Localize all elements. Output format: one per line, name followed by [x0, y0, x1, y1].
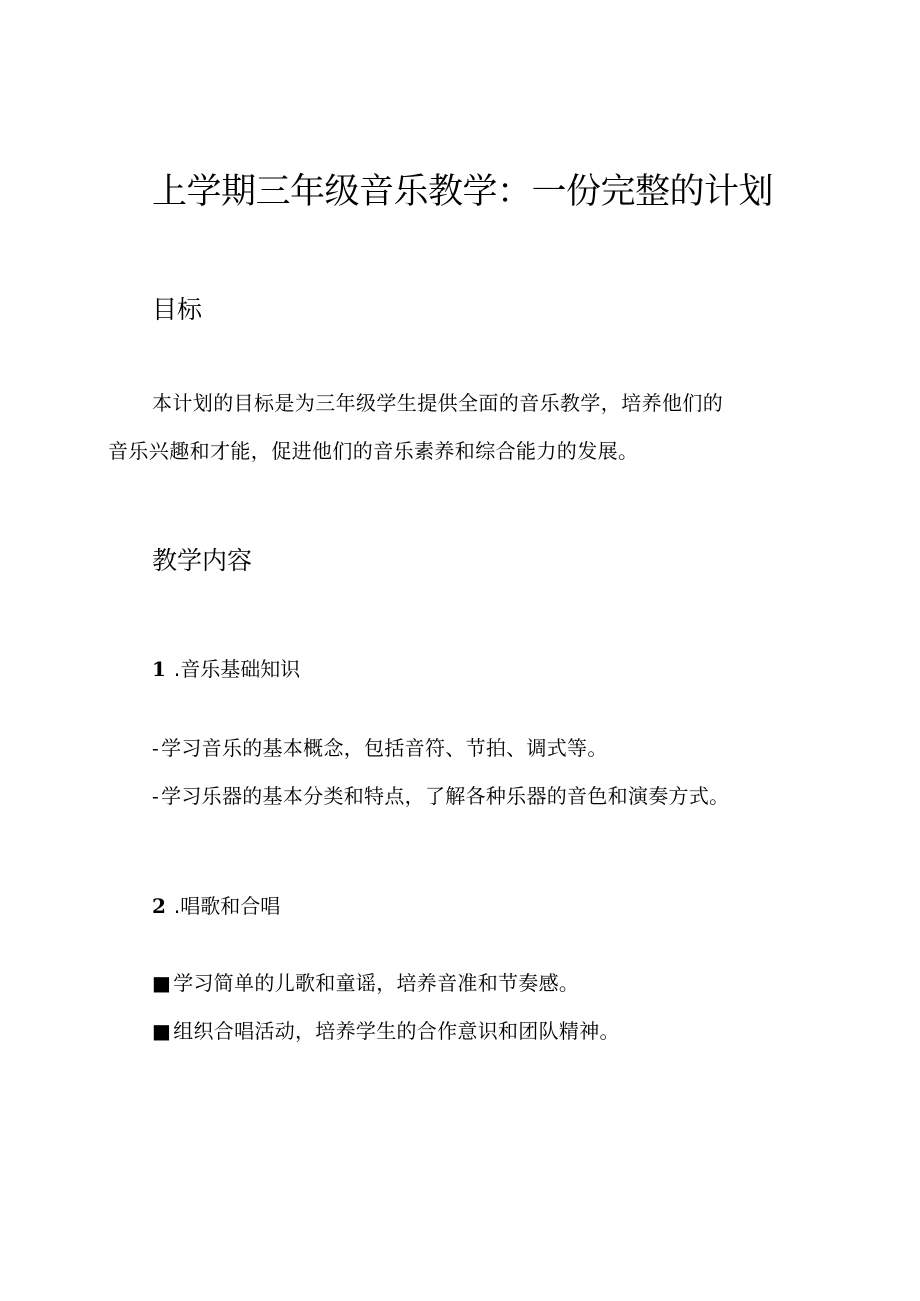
subsection-heading-singing [152, 891, 280, 921]
list-item-text: 学习音乐的基本概念，包括音符、节拍、调式等。 [161, 736, 608, 760]
square-bullet-icon: ■ [152, 1019, 172, 1043]
list-item [152, 968, 579, 998]
list-item [152, 733, 608, 763]
section-heading-content: 教学内容 [152, 546, 253, 575]
list-item [152, 781, 729, 811]
square-bullet-icon: ■ [152, 971, 172, 995]
subsection-title: .唱歌和合唱 [173, 894, 281, 918]
subsection-title: .音乐基础知识 [173, 657, 301, 681]
subsection-number: 1 [152, 657, 166, 681]
subsection-number: 2 [152, 894, 166, 918]
goals-paragraph-line-1: 本计划的目标是为三年级学生提供全面的音乐教学，培养他们的 [152, 391, 724, 415]
goals-paragraph-line-2: 音乐兴趣和才能，促进他们的音乐素养和综合能力的发展。 [108, 439, 639, 463]
dash-marker: - [152, 784, 160, 808]
list-item [152, 1016, 620, 1046]
list-item-text: 学习乐器的基本分类和特点，了解各种乐器的音色和演奏方式。 [161, 784, 730, 808]
section-heading-goals: 目标 [152, 295, 203, 324]
list-item-text: 学习简单的儿歌和童谣，培养音准和节奏感。 [173, 971, 580, 995]
subsection-heading-music-basics [152, 654, 300, 684]
document-title: 上学期三年级音乐教学：一份完整的计划 [152, 172, 774, 212]
dash-marker: - [152, 736, 160, 760]
list-item-text: 组织合唱活动，培养学生的合作意识和团队精神。 [173, 1019, 620, 1043]
